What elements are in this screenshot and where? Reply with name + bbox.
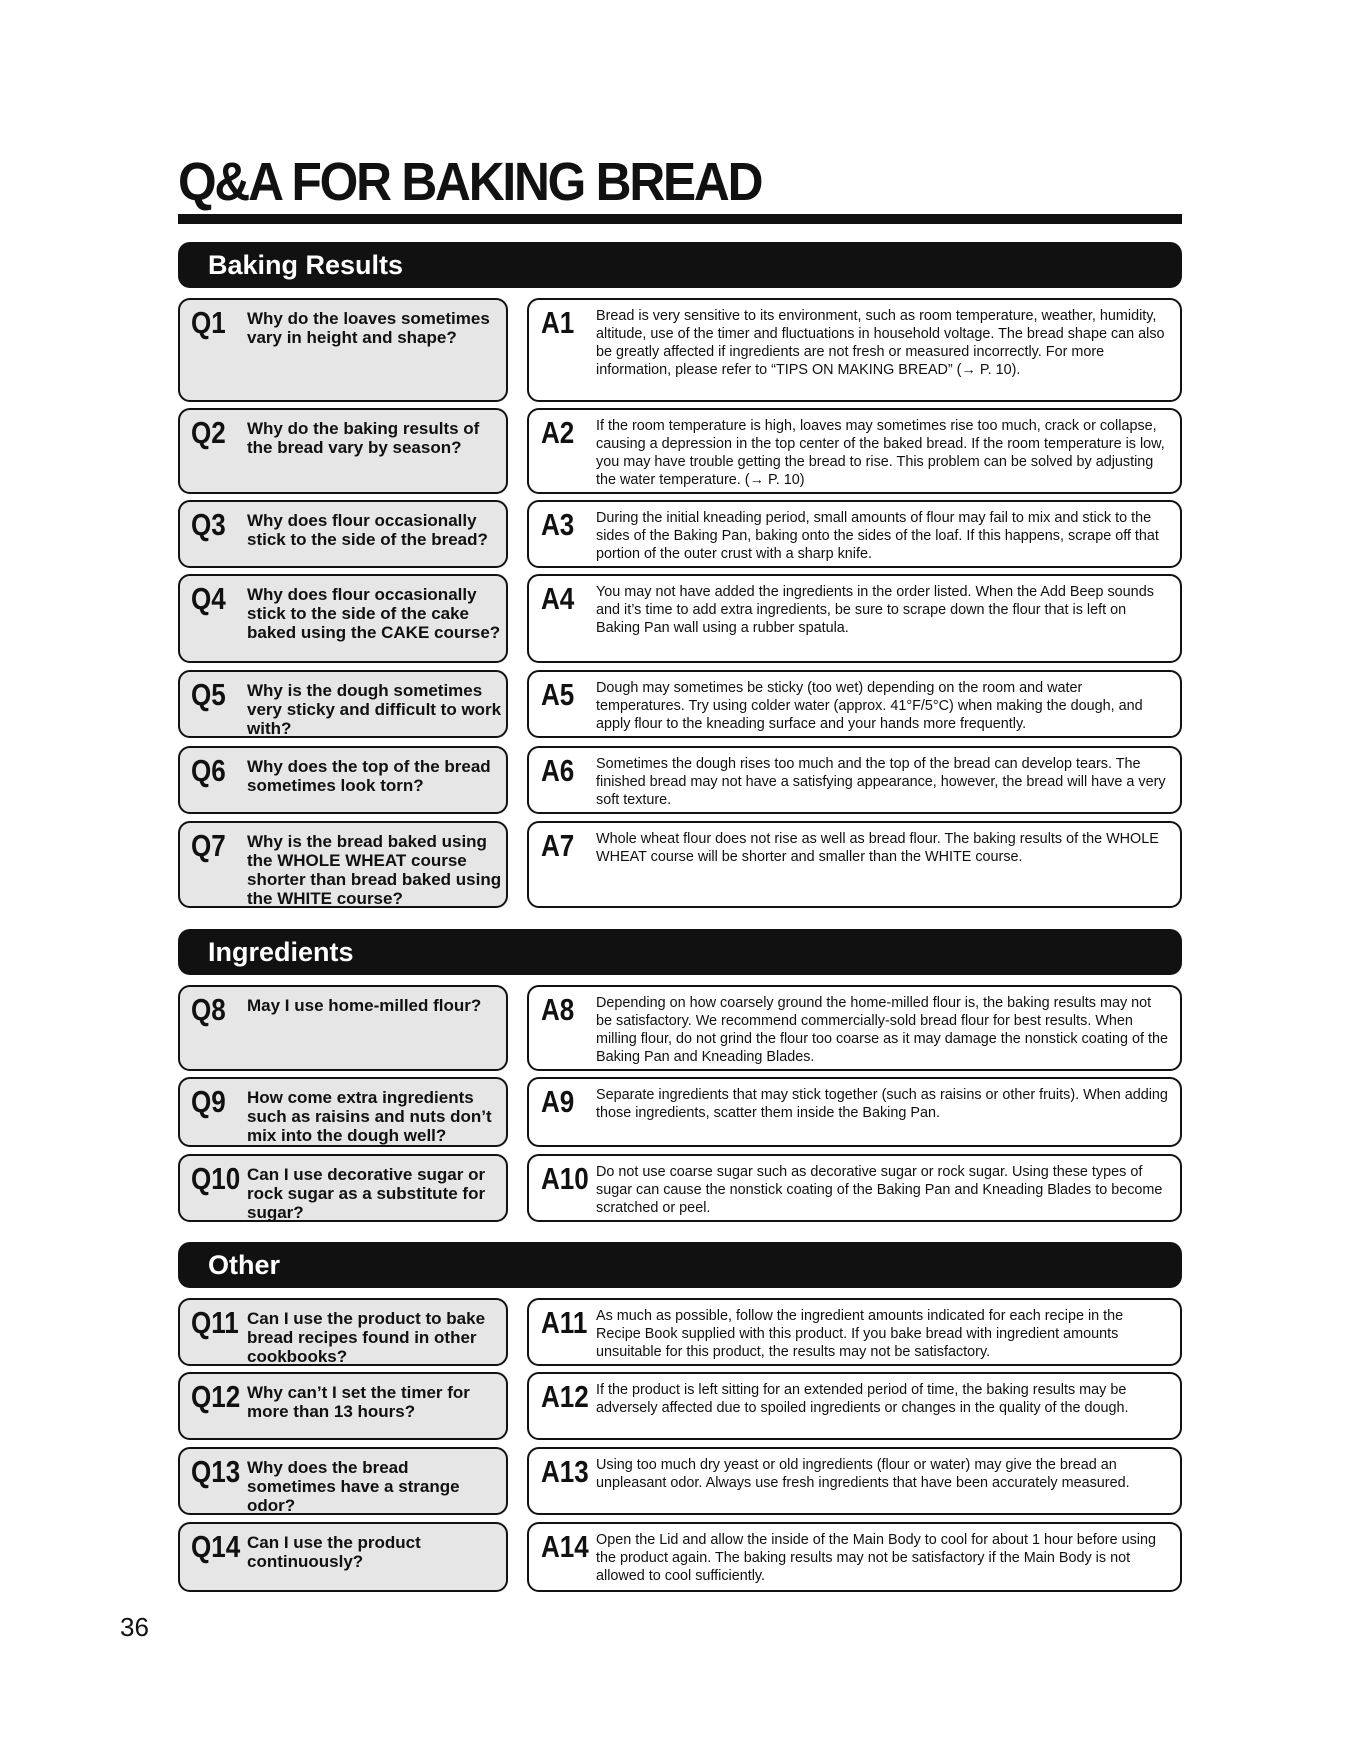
question-number: Q3 [191, 507, 226, 542]
title-divider [178, 214, 1182, 224]
question-number: Q10 [191, 1161, 241, 1196]
answer-text: If the product is left sitting for an extended period of time, the baking results may be adversely affected due to spoiled ingredients or changes in the quality of the dough. [596, 1382, 1129, 1416]
question-text: Why does flour occasionally stick to the side of the bread? [247, 511, 488, 549]
question-text: Can I use the product to bake bread recipes found in other cookbooks? [247, 1309, 486, 1366]
question-number: Q9 [191, 1084, 226, 1119]
question-box [178, 821, 508, 908]
answer-text: Whole wheat flour does not rise as well as bread flour. The baking results of the WHOLE WHEAT course will be shorter and smaller than the WHITE course. [596, 831, 1159, 865]
answer-number: A9 [541, 1084, 575, 1119]
question-text: May I use home-milled flour? [247, 996, 482, 1015]
answer-box [527, 500, 1182, 568]
question-box [178, 408, 508, 494]
answer-text: If the room temperature is high, loaves may sometimes rise too much, crack or collapse, causing a depression in the top center of the baked bread. If the room temperature is low, you may have trouble getting the bread to rise. This problem can be solved by adjusting the water temperature. (→ P. 10) [596, 418, 1165, 488]
page-title: Q&A FOR BAKING BREAD [178, 152, 762, 212]
answer-box [527, 985, 1182, 1071]
question-text: Why is the dough sometimes very sticky and difficult to work with? [247, 681, 502, 738]
answer-number: A2 [541, 415, 575, 450]
answer-number: A6 [541, 753, 575, 788]
question-box [178, 574, 508, 663]
question-box [178, 1372, 508, 1440]
answer-box [527, 298, 1182, 402]
question-box [178, 670, 508, 738]
question-box [178, 1447, 508, 1515]
question-text: How come extra ingredients such as raisins and nuts don’t mix into the dough well? [247, 1088, 492, 1145]
answer-text: Dough may sometimes be sticky (too wet) depending on the room and water temperatures. Try using colder water (approx. 41°F/5°C) when making the dough, and apply flour to the kneading surface and your hands more frequently. [596, 680, 1143, 732]
answer-number: A12 [541, 1379, 589, 1414]
answer-text: As much as possible, follow the ingredient amounts indicated for each recipe in the Recipe Book supplied with this product. If you bake bread with ingredient amounts unsuitable for this product, the results may not be satisfactory. [596, 1308, 1124, 1360]
answer-number: A8 [541, 992, 575, 1027]
question-text: Why do the baking results of the bread vary by season? [247, 419, 480, 457]
question-text: Can I use the product continuously? [247, 1533, 421, 1571]
question-number: Q8 [191, 992, 226, 1027]
answer-number: A13 [541, 1454, 589, 1489]
answer-box [527, 408, 1182, 494]
answer-text: Bread is very sensitive to its environment, such as room temperature, weather, humidity, altitude, use of the timer and fluctuations in household voltage. The bread shape can also be greatly affected if ingredients are not fresh or measured incorrectly. For more information, please refer to “TIPS ON MAKING BREAD” (→ P. 10). [596, 308, 1165, 378]
question-number: Q2 [191, 415, 226, 450]
answer-text: Sometimes the dough rises too much and the top of the bread can develop tears. The finished bread may not have a satisfying appearance, however, the bread will have a very soft texture. [596, 756, 1166, 808]
question-box [178, 500, 508, 568]
answer-box [527, 574, 1182, 663]
question-number: Q14 [191, 1529, 241, 1564]
answer-text: During the initial kneading period, small amounts of flour may fail to mix and stick to the sides of the Baking Pan, baking onto the sides of the loaf. If this happens, scrape off that portion of the outer crust with a sharp knife. [596, 510, 1159, 562]
answer-box [527, 670, 1182, 738]
question-number: Q7 [191, 828, 226, 863]
question-text: Why does the top of the bread sometimes look torn? [247, 757, 491, 795]
section-header-ingredients: Ingredients [178, 929, 1182, 975]
question-text: Why is the bread baked using the WHOLE WHEAT course shorter than bread baked using the WHITE course? [247, 832, 502, 908]
question-text: Why does the bread sometimes have a strange odor? [247, 1458, 460, 1515]
answer-number: A4 [541, 581, 575, 616]
answer-box [527, 1372, 1182, 1440]
answer-number: A5 [541, 677, 575, 712]
answer-text: Do not use coarse sugar such as decorative sugar or rock sugar. Using these types of sugar can cause the nonstick coating of the Baking Pan and Kneading Blades to become scratched or peel. [596, 1164, 1163, 1216]
question-text: Why do the loaves sometimes vary in height and shape? [247, 309, 490, 347]
question-box [178, 1522, 508, 1592]
question-number: Q6 [191, 753, 226, 788]
answer-box [527, 1154, 1182, 1222]
question-box [178, 1077, 508, 1147]
answer-number: A14 [541, 1529, 589, 1564]
question-number: Q12 [191, 1379, 241, 1414]
answer-box [527, 1077, 1182, 1147]
answer-box [527, 1522, 1182, 1592]
question-number: Q1 [191, 305, 226, 340]
answer-text: Separate ingredients that may stick together (such as raisins or other fruits). When adding those ingredients, scatter them inside the Baking Pan. [596, 1087, 1168, 1121]
answer-number: A10 [541, 1161, 589, 1196]
answer-text: Open the Lid and allow the inside of the Main Body to cool for about 1 hour before using the product again. The baking results may not be satisfactory if the Main Body is not allowed to cool sufficiently. [596, 1532, 1157, 1584]
answer-box [527, 1298, 1182, 1366]
question-box [178, 746, 508, 814]
answer-text: Depending on how coarsely ground the home-milled flour is, the baking results may not be satisfactory. We recommend commercially-sold bread flour for best results. When milling flour, do not grind the flour too coarse as it may damage the nonstick coating of the Baking Pan and Kneading Blades. [596, 995, 1168, 1065]
answer-box [527, 1447, 1182, 1515]
section-header-baking-results: Baking Results [178, 242, 1182, 288]
question-number: Q13 [191, 1454, 241, 1489]
page-number: 36 [120, 1612, 149, 1642]
question-box [178, 298, 508, 402]
answer-box [527, 821, 1182, 908]
answer-text: You may not have added the ingredients in the order listed. When the Add Beep sounds and it’s time to add extra ingredients, be sure to scrape down the flour that is left on Baking Pan wall using a rubber spatula. [596, 584, 1154, 636]
question-number: Q5 [191, 677, 226, 712]
answer-number: A3 [541, 507, 575, 542]
question-number: Q11 [191, 1305, 239, 1340]
question-number: Q4 [191, 581, 226, 616]
section-header-other: Other [178, 1242, 1182, 1288]
question-text: Why does flour occasionally stick to the side of the cake baked using the CAKE course? [247, 585, 501, 642]
question-box [178, 1154, 508, 1222]
question-text: Why can’t I set the timer for more than 13 hours? [247, 1383, 470, 1421]
answer-number: A1 [541, 305, 575, 340]
answer-number: A11 [541, 1305, 588, 1340]
question-box [178, 985, 508, 1071]
question-text: Can I use decorative sugar or rock sugar as a substitute for sugar? [247, 1165, 486, 1222]
answer-text: Using too much dry yeast or old ingredients (flour or water) may give the bread an unpleasant odor. Always use fresh ingredients that have been accurately measured. [596, 1457, 1130, 1491]
question-box [178, 1298, 508, 1366]
answer-box [527, 746, 1182, 814]
answer-number: A7 [541, 828, 575, 863]
